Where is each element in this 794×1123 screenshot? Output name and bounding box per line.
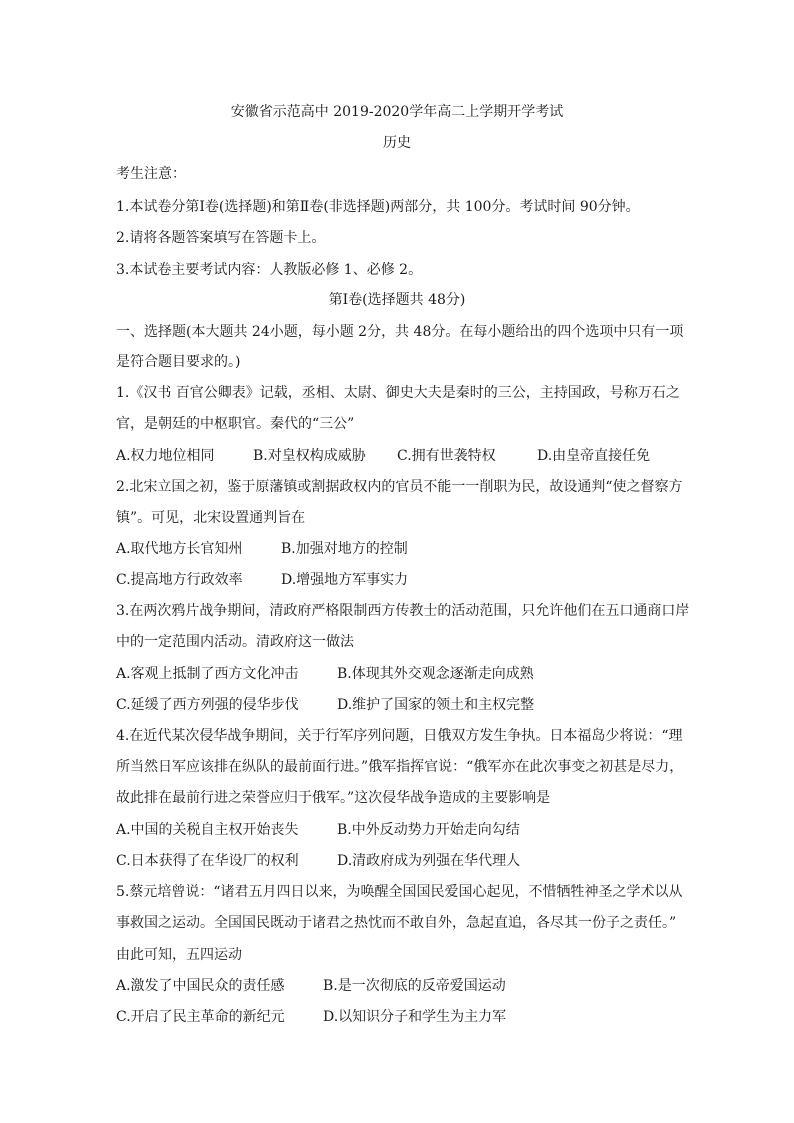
question-4-option-b: B.中外反动势力开始走向勾结 bbox=[337, 822, 520, 838]
question-2-option-a: A.取代地方长官知州 bbox=[116, 541, 243, 557]
question-1-option-a: A.权力地位相同 bbox=[116, 448, 215, 464]
question-1-stem: 1.《汉书 百官公卿表》记载，丞相、太尉、御史大夫是秦时的三公，主持国政，号称万石之 bbox=[116, 385, 680, 401]
question-5-option-d: D.以知识分子和学生为主力军 bbox=[323, 1009, 507, 1025]
question-2-option-d: D.增强地方军事实力 bbox=[281, 572, 409, 588]
question-3-option-b: B.体现其外交观念逐渐走向成熟 bbox=[337, 666, 534, 682]
question-4-option-a: A.中国的关税自主权开始丧失 bbox=[116, 822, 299, 838]
question-5-stem: 由此可知，五四运动 bbox=[116, 947, 242, 963]
question-4-stem: 故此排在最前行进之荣誉应归于俄军。”这次侵华战争造成的主要影响是 bbox=[116, 790, 551, 806]
note-item: 3.本试卷主要考试内容：人教版必修 1、必修 2。 bbox=[116, 262, 423, 278]
question-5-option-b: B.是一次彻底的反帝爱国运动 bbox=[323, 978, 506, 994]
exam-subject: 历史 bbox=[383, 135, 411, 151]
question-3-option-c: C.延缓了西方列强的侵华步伐 bbox=[116, 697, 299, 713]
question-3-stem: 3.在两次鸦片战争期间，清政府严格限制西方传教士的活动范围，只允许他们在五口通商口岸 bbox=[116, 603, 690, 619]
question-2-option-c: C.提高地方行政效率 bbox=[116, 572, 243, 588]
question-5-stem: 事救国之运动。全国国民既动于诸君之热忱而不敢自外，急起直追，各尽其一份子之责任。” bbox=[116, 915, 677, 931]
note-item: 2.请将各题答案填写在答题卡上。 bbox=[116, 230, 326, 246]
question-3-option-a: A.客观上抵制了西方文化冲击 bbox=[116, 666, 299, 682]
section-instructions: 一、选择题(本大题共 24小题，每小题 2分，共 48分。在每小题给出的四个选项中只有一项 bbox=[116, 324, 684, 340]
question-1-option-c: C.拥有世袭特权 bbox=[397, 448, 496, 464]
section-title: 第Ⅰ卷(选择题共 48分) bbox=[328, 292, 466, 308]
question-1-option-d: D.由皇帝直接任免 bbox=[537, 448, 651, 464]
question-5-option-a: A.激发了中国民众的责任感 bbox=[116, 978, 285, 994]
question-4-option-d: D.清政府成为列强在华代理人 bbox=[337, 853, 521, 869]
question-5-option-c: C.开启了民主革命的新纪元 bbox=[116, 1009, 285, 1025]
question-4-stem: 4.在近代某次侵华战争期间，关于行军序列问题，日俄双方发生争执。日本福岛少将说：“理 bbox=[116, 728, 683, 744]
section-instructions: 是符合题目要求的。) bbox=[116, 354, 241, 370]
question-1-stem: 官，是朝廷的中枢职官。秦代的“三公” bbox=[116, 416, 355, 432]
notes-heading: 考生注意： bbox=[116, 166, 186, 182]
question-2-stem: 镇”。可见，北宋设置通判旨在 bbox=[116, 510, 306, 526]
question-1-option-b: B.对皇权构成威胁 bbox=[253, 448, 366, 464]
question-3-option-d: D.维护了国家的领土和主权完整 bbox=[337, 697, 535, 713]
question-3-stem: 中的一定范围内活动。清政府这一做法 bbox=[116, 634, 354, 650]
question-4-stem: 所当然日军应该排在纵队的最前面行进。”俄军指挥官说：“俄军亦在此次事变之初甚是尽力， bbox=[116, 759, 684, 775]
question-2-option-b: B.加强对地方的控制 bbox=[281, 541, 408, 557]
exam-title: 安徽省示范高中 2019-2020学年高二上学期开学考试 bbox=[230, 104, 564, 120]
question-5-stem: 5.蔡元培曾说：“诸君五月四日以来，为唤醒全国国民爱国心起见，不惜牺牲神圣之学术以从 bbox=[116, 884, 683, 900]
question-2-stem: 2.北宋立国之初，鉴于原藩镇或割据政权内的官员不能一一削职为民，故设通判“使之督察方 bbox=[116, 479, 683, 495]
note-item: 1.本试卷分第Ⅰ卷(选择题)和第Ⅱ卷(非选择题)两部分，共 100分。考试时间 90分钟。 bbox=[116, 199, 640, 215]
question-4-option-c: C.日本获得了在华设厂的权利 bbox=[116, 853, 299, 869]
